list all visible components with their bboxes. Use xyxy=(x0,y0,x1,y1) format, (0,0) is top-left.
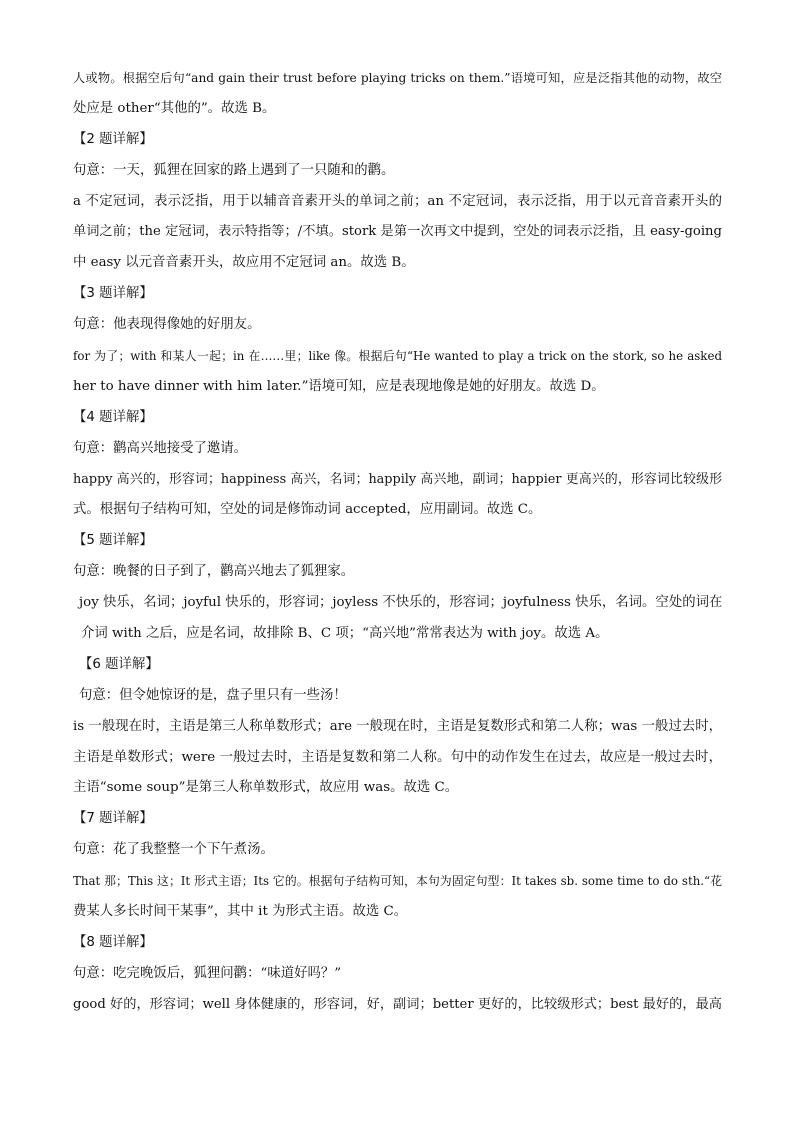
text-line: good 好的，形容词；well 身体健康的，形容词，好，副词；better 更好的，比较级形式；best 最好的，最高 xyxy=(73,996,722,1012)
section-heading: 【8 题详解】 xyxy=(73,934,153,950)
section-heading: 【5 题详解】 xyxy=(73,533,153,549)
text-line: That 那；This 这；It 形式主语；Its 它的。根据句子结构可知，本句为固定句型：It takes sb. some time to do sth.“花 xyxy=(73,874,722,889)
text-line: 中 easy 以元音音素开头，故应用不定冠词 an。故选 B。 xyxy=(73,255,415,271)
text-line: 句意：他表现得像她的好朋友。 xyxy=(73,317,261,333)
section-heading: 【6 题详解】 xyxy=(79,656,159,672)
text-line: 处应是 other“其他的”。故选 B。 xyxy=(73,100,276,116)
text-line: 句意：鹳高兴地接受了邀请。 xyxy=(73,440,248,456)
text-line: 句意：晚餐的日子到了，鹳高兴地去了狐狸家。 xyxy=(73,564,355,580)
text-line: 主语是单数形式；were 一般过去时，主语是复数和第二人称。句中的动作发生在过去，故应是一般过去时， xyxy=(73,749,722,765)
text-line: 句意：花了我整整一个下午煮汤。 xyxy=(73,842,274,858)
text-line: for 为了；with 和某人一起；in 在……里；like 像。根据后句“He wanted to play a trick on the stork, so he asked xyxy=(73,349,722,364)
section-heading: 【7 题详解】 xyxy=(73,811,153,827)
text-line: 式。根据句子结构可知，空处的词是修饰动词 accepted，应用副词。故选 C。 xyxy=(73,502,542,518)
text-line: happy 高兴的，形容词；happiness 高兴，名词；happily 高兴地，副词；happier 更高兴的，形容词比较级形 xyxy=(73,471,722,487)
text-line: 句意：一天，狐狸在回家的路上遇到了一只随和的鹳。 xyxy=(73,162,395,178)
text-line: a 不定冠词，表示泛指，用于以辅音音素开头的单词之前；an 不定冠词，表示泛指，用于以元音音素开头的 xyxy=(73,193,722,209)
section-heading: 【3 题详解】 xyxy=(73,286,153,302)
text-line: 主语“some soup”是第三人称单数形式，故应用 was。故选 C。 xyxy=(73,780,459,796)
text-line: 句意：但令她惊讶的是，盘子里只有一些汤！ xyxy=(79,687,347,703)
text-line: 介词 with 之后，应是名词，故排除 B、C 项；“高兴地”常常表达为 with joy。故选 A。 xyxy=(81,626,609,642)
section-heading: 【2 题详解】 xyxy=(73,131,153,147)
text-line: 句意：吃完晚饭后，狐狸问鹳：“味道好吗？” xyxy=(73,965,342,981)
text-line: 单词之前；the 定冠词，表示特指等；/不填。stork 是第一次再文中提到，空处的词表示泛指，且 easy-going xyxy=(73,224,722,240)
text-line: 费某人多长时间干某事”，其中 it 为形式主语。故选 C。 xyxy=(73,904,408,920)
section-heading: 【4 题详解】 xyxy=(73,409,153,425)
text-line: 人或物。根据空后句“and gain their trust before playing tricks on them.”语境可知，应是泛指其他的动物，故空 xyxy=(73,71,722,85)
text-line: is 一般现在时，主语是第三人称单数形式；are 一般现在时，主语是复数形式和第二人称；was 一般过去时， xyxy=(73,718,722,734)
text-line: joy 快乐，名词；joyful 快乐的，形容词；joyless 不快乐的，形容词；joyfulness 快乐，名词。空处的词在 xyxy=(79,595,722,611)
text-line: her to have dinner with him later.”语境可知，应是表现地像是她的好朋友。故选 D。 xyxy=(73,378,605,394)
